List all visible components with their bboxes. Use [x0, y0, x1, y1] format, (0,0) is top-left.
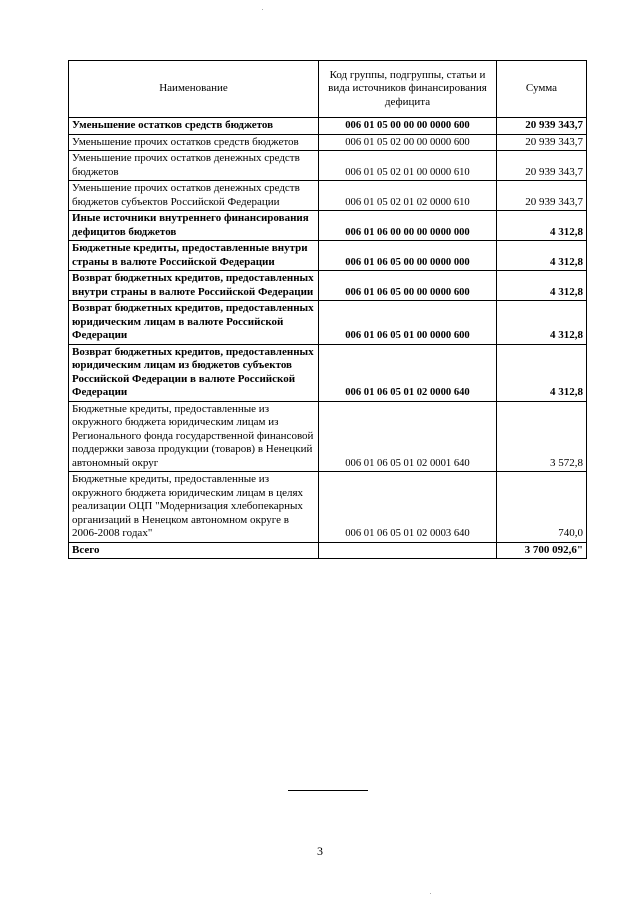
sources-of-financing-table	[68, 60, 587, 559]
row-sum-cell: 3 700 092,6"	[497, 542, 587, 559]
table-row	[69, 271, 587, 301]
row-name-cell: Уменьшение прочих остатков средств бюджетов	[69, 134, 319, 151]
table-row	[69, 344, 587, 401]
table-header-row	[69, 61, 587, 118]
row-code-cell: 006 01 05 00 00 00 0000 600	[319, 118, 497, 135]
row-name-cell: Уменьшение прочих остатков денежных средств бюджетов субъектов Российской Федерации	[69, 181, 319, 211]
table-row	[69, 401, 587, 472]
table-row	[69, 134, 587, 151]
row-sum-cell: 20 939 343,7	[497, 134, 587, 151]
row-sum-cell: 20 939 343,7	[497, 118, 587, 135]
row-sum-cell: 4 312,8	[497, 344, 587, 401]
row-code-cell: 006 01 06 05 01 02 0001 640	[319, 401, 497, 472]
scan-speck	[262, 9, 263, 10]
row-name-cell: Бюджетные кредиты, предоставленные из окружного бюджета юридическим лицам из Регионального фонда государственной финансовой поддержки завоза продукции (товаров) в Ненецкий автономный округ	[69, 401, 319, 472]
table-row	[69, 472, 587, 543]
row-name-cell: Бюджетные кредиты, предоставленные внутри страны в валюте Российской Федерации	[69, 241, 319, 271]
header-sum: Сумма	[497, 61, 587, 118]
row-name-cell: Бюджетные кредиты, предоставленные из окружного бюджета юридическим лицам в целях реализации ОЦП "Модернизация хлебопекарных организаций в Ненецком автономном округе в 2006-2008 годах"	[69, 472, 319, 543]
header-name: Наименование	[69, 61, 319, 118]
row-code-cell: 006 01 06 05 01 02 0000 640	[319, 344, 497, 401]
scan-speck	[430, 893, 431, 894]
table-row	[69, 542, 587, 559]
row-code-cell: 006 01 05 02 01 02 0000 610	[319, 181, 497, 211]
row-name-cell: Иные источники внутреннего финансирования дефицитов бюджетов	[69, 211, 319, 241]
row-name-cell: Возврат бюджетных кредитов, предоставленных юридическим лицам в валюте Российской Федерации	[69, 301, 319, 345]
footer-divider	[288, 790, 368, 791]
row-sum-cell: 20 939 343,7	[497, 151, 587, 181]
row-code-cell	[319, 542, 497, 559]
table-row	[69, 241, 587, 271]
row-sum-cell: 3 572,8	[497, 401, 587, 472]
row-name-cell: Уменьшение остатков средств бюджетов	[69, 118, 319, 135]
row-code-cell: 006 01 06 00 00 00 0000 000	[319, 211, 497, 241]
row-sum-cell: 4 312,8	[497, 241, 587, 271]
row-code-cell: 006 01 05 02 01 00 0000 610	[319, 151, 497, 181]
table-row	[69, 181, 587, 211]
row-code-cell: 006 01 06 05 00 00 0000 600	[319, 271, 497, 301]
row-name-cell: Уменьшение прочих остатков денежных средств бюджетов	[69, 151, 319, 181]
table-row	[69, 118, 587, 135]
page-number: 3	[317, 844, 323, 858]
row-sum-cell: 20 939 343,7	[497, 181, 587, 211]
row-name-cell: Возврат бюджетных кредитов, предоставленных внутри страны в валюте Российской Федерации	[69, 271, 319, 301]
row-code-cell: 006 01 06 05 01 02 0003 640	[319, 472, 497, 543]
row-code-cell: 006 01 05 02 00 00 0000 600	[319, 134, 497, 151]
table-row	[69, 211, 587, 241]
row-sum-cell: 4 312,8	[497, 271, 587, 301]
row-sum-cell: 4 312,8	[497, 301, 587, 345]
header-code: Код группы, подгруппы, статьи и вида источников финансирования дефицита	[319, 61, 497, 118]
table-row	[69, 151, 587, 181]
row-sum-cell: 740,0	[497, 472, 587, 543]
table-row	[69, 301, 587, 345]
row-name-cell: Возврат бюджетных кредитов, предоставленных юридическим лицам из бюджетов субъектов Российской Федерации в валюте Российской Федерации	[69, 344, 319, 401]
table-body	[69, 118, 587, 559]
row-name-cell: Всего	[69, 542, 319, 559]
row-code-cell: 006 01 06 05 00 00 0000 000	[319, 241, 497, 271]
row-code-cell: 006 01 06 05 01 00 0000 600	[319, 301, 497, 345]
row-sum-cell: 4 312,8	[497, 211, 587, 241]
